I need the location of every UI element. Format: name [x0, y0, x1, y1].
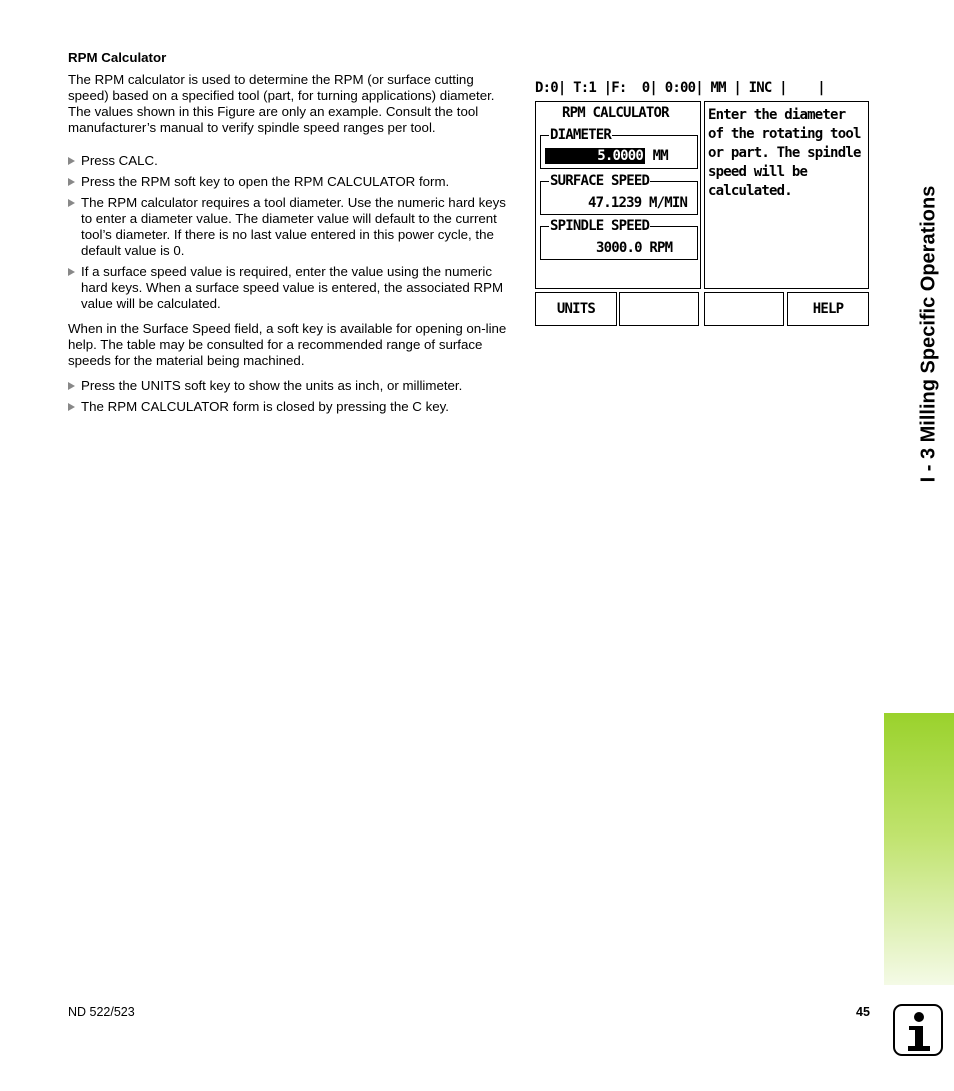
- help-softkey[interactable]: HELP: [787, 292, 869, 326]
- surface-speed-label: SURFACE SPEED: [550, 173, 650, 189]
- chapter-side-title: I - 3 Milling Specific Operations: [917, 185, 940, 483]
- empty-softkey-2[interactable]: [619, 292, 699, 326]
- triangle-bullet-icon: [68, 403, 75, 411]
- empty-softkey-3[interactable]: [704, 292, 784, 326]
- chapter-color-band: [884, 713, 954, 985]
- intro-paragraph: The RPM calculator is used to determine the RPM (or surface cutting speed) based on a specified tool (part, for turning applications) diameter. The values shown in this Figure are only an example. Consult the tool manufacturer’s manual to verify spindle speed ranges per tool.: [68, 72, 495, 135]
- surface-speed-field[interactable]: [540, 173, 698, 215]
- diameter-label: DIAMETER: [550, 127, 612, 143]
- help-text: Enter the diameter of the rotating tool or part. The spindle speed will be calculated.: [708, 107, 861, 199]
- info-icon: [893, 1004, 943, 1056]
- text-column: [68, 50, 514, 420]
- step-item: If a surface speed value is required, enter the value using the numeric hard keys. When a surface speed value is entered, the associated RPM value will be calculated.: [68, 264, 514, 312]
- units-softkey[interactable]: UNITS: [535, 292, 617, 326]
- spindle-speed-field: [540, 218, 698, 260]
- footer-model: ND 522/523: [68, 1005, 135, 1019]
- help-panel: [704, 101, 869, 289]
- step-item: Press the RPM soft key to open the RPM CALCULATOR form.: [68, 174, 514, 190]
- spindle-speed-label: SPINDLE SPEED: [550, 218, 650, 234]
- step-item: The RPM calculator requires a tool diameter. Use the numeric hard keys to enter a diameter value. The diameter value will default to the current tool’s diameter. If there is no last value entered in this power cycle, the default value is 0.: [68, 195, 514, 259]
- triangle-bullet-icon: [68, 268, 75, 276]
- page-number: 45: [856, 1005, 870, 1019]
- diameter-unit: MM: [652, 148, 668, 164]
- triangle-bullet-icon: [68, 382, 75, 390]
- spindle-speed-value: 3000.0 RPM: [596, 240, 673, 256]
- status-bar: D:0| T:1 |F: 0| 0:00| MM | INC | |: [535, 80, 825, 96]
- triangle-bullet-icon: [68, 199, 75, 207]
- triangle-bullet-icon: [68, 178, 75, 186]
- diameter-field[interactable]: [540, 127, 698, 169]
- rpm-calculator-screen: [533, 76, 873, 332]
- section-heading: RPM Calculator: [68, 50, 167, 65]
- step-item: Press the UNITS soft key to show the units as inch, or millimeter.: [68, 378, 514, 394]
- triangle-bullet-icon: [68, 157, 75, 165]
- form-title: RPM CALCULATOR: [562, 105, 669, 121]
- calculator-form: [535, 101, 701, 289]
- diameter-input[interactable]: 5.0000: [545, 148, 645, 164]
- middle-paragraph: When in the Surface Speed field, a soft key is available for opening on-line help. The table may be consulted for a recommended range of surface speeds for the material being machined.: [68, 321, 507, 368]
- step-item: The RPM CALCULATOR form is closed by pressing the C key.: [68, 399, 514, 415]
- surface-speed-value[interactable]: 47.1239 M/MIN: [588, 195, 688, 211]
- step-item: Press CALC.: [68, 153, 514, 169]
